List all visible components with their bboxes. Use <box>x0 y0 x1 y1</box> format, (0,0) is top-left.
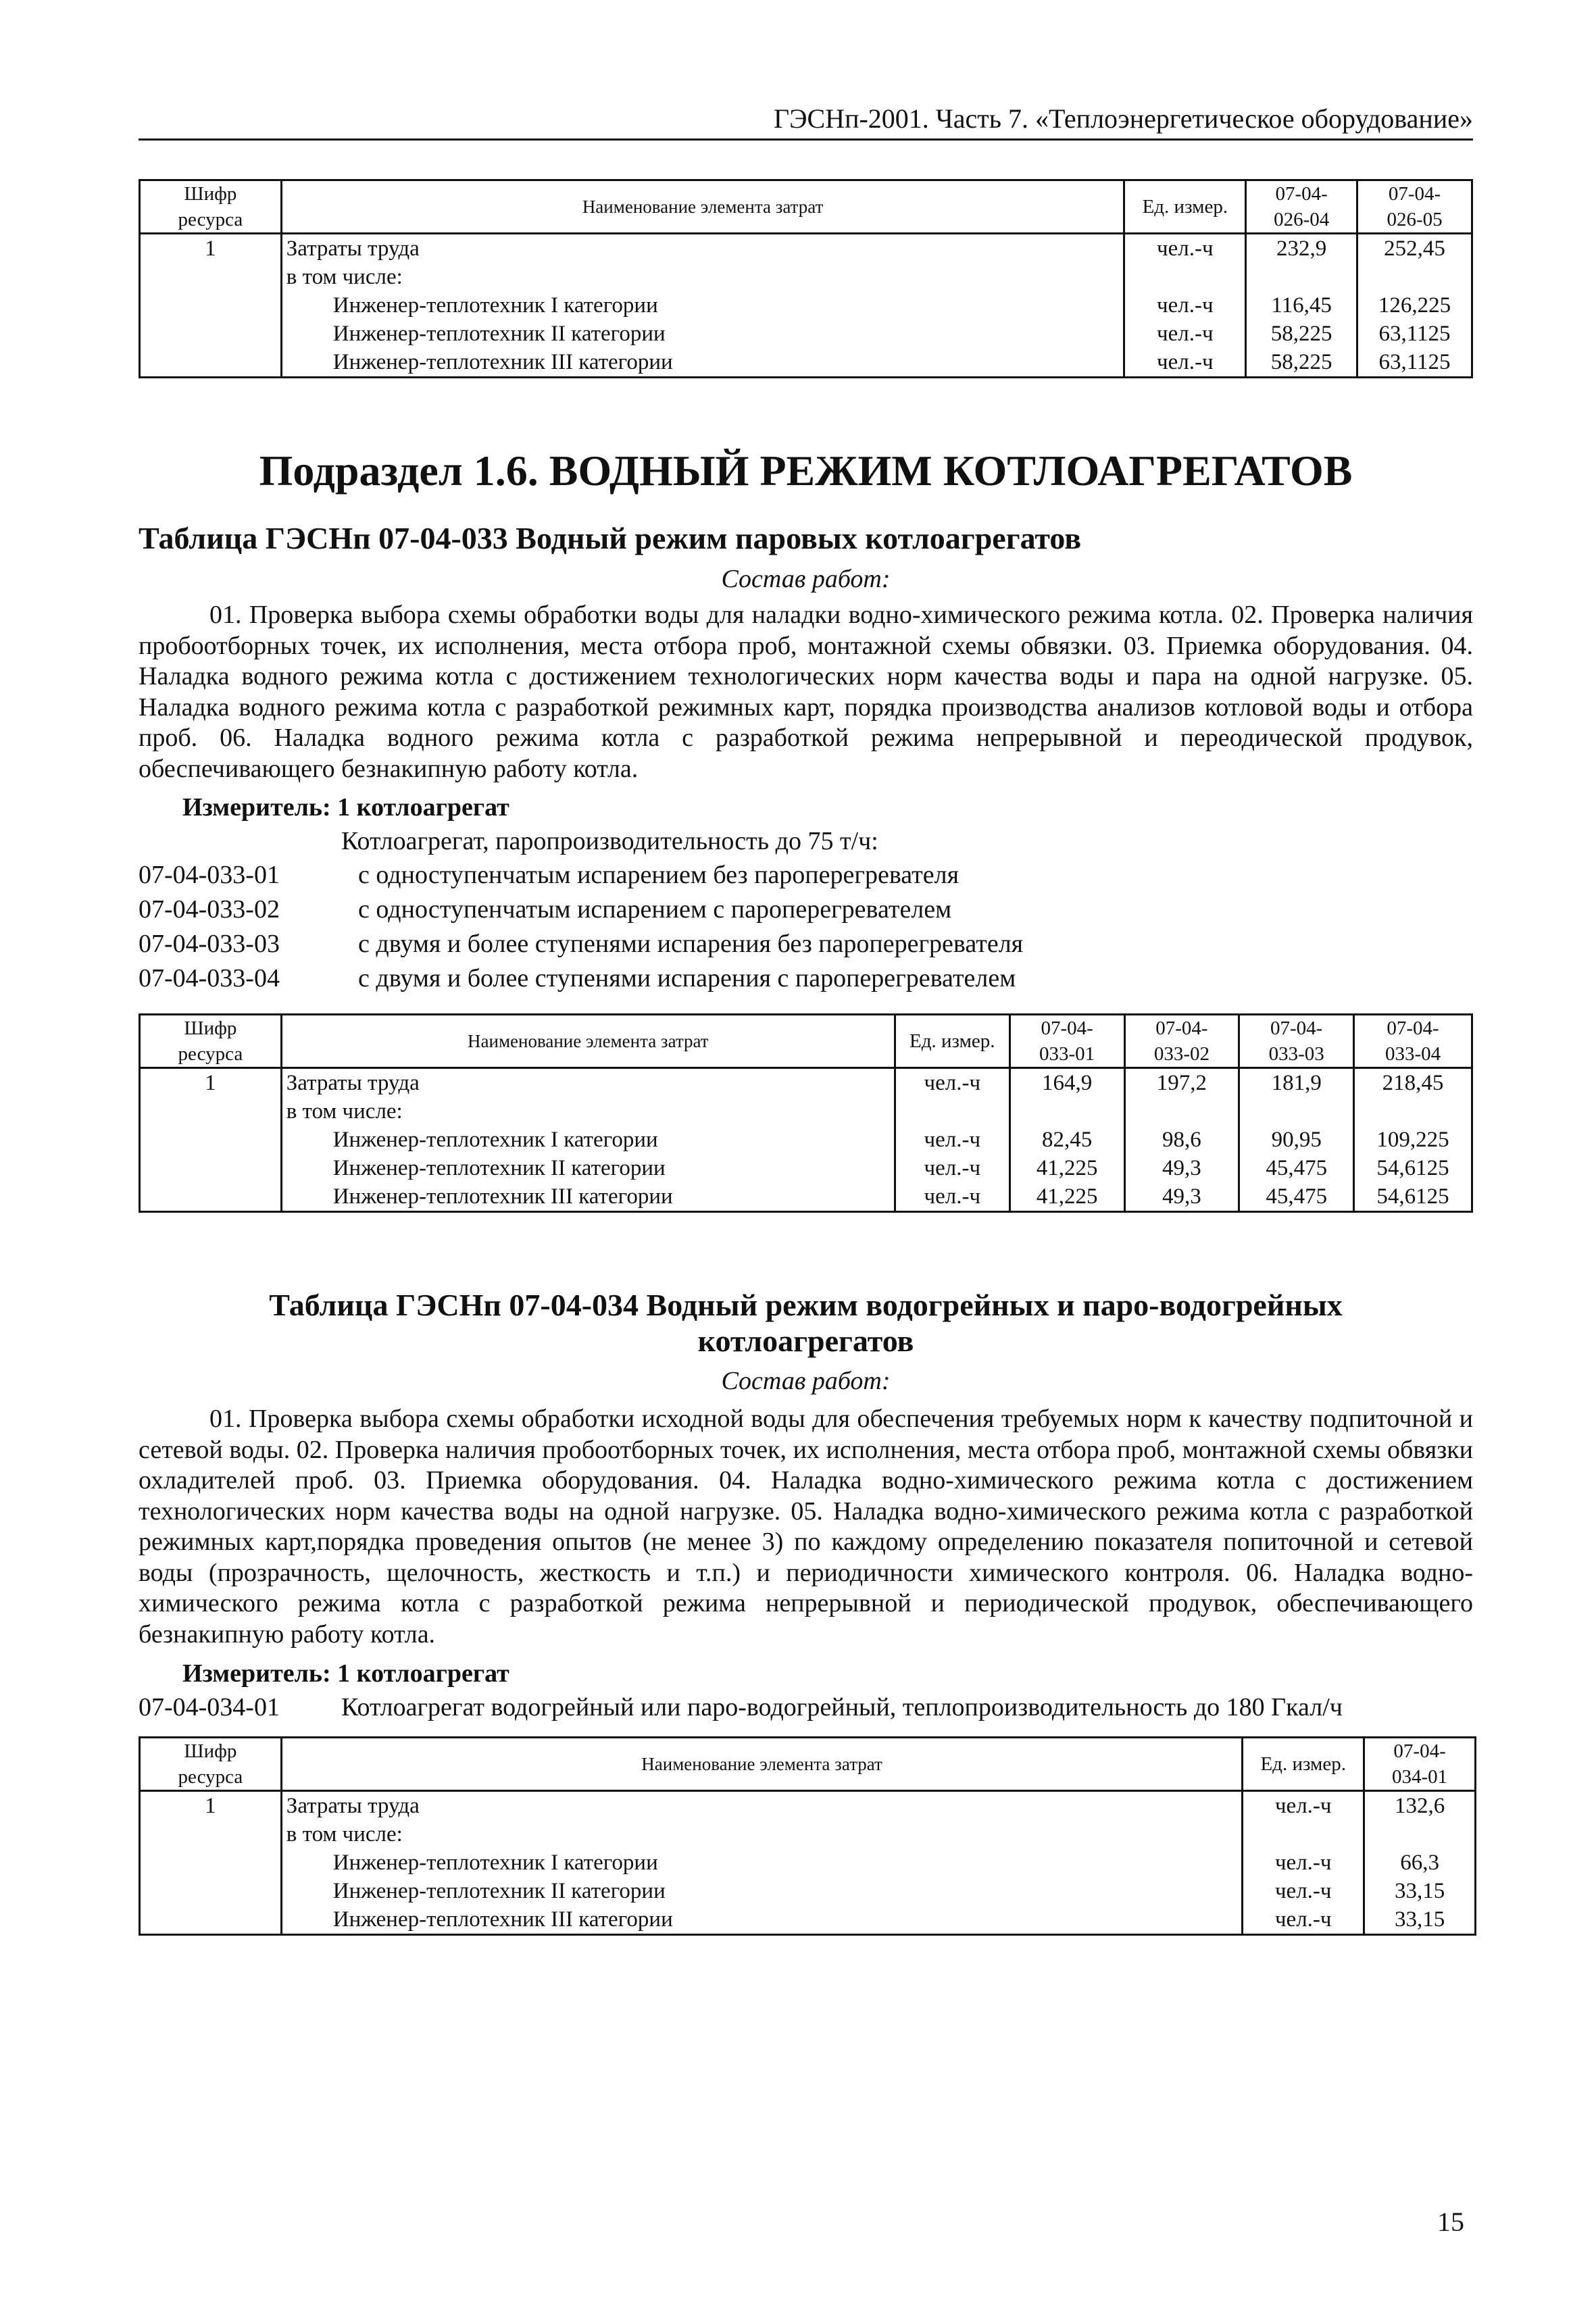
value-cell: 109,225 <box>1354 1126 1472 1154</box>
value-cell <box>1357 263 1472 291</box>
value-cell: 98,6 <box>1124 1126 1239 1154</box>
cost-table-07-04-026 <box>139 179 1473 378</box>
unit-cell: чел.-ч <box>895 1068 1009 1098</box>
name-cell: Инженер-теплотехник III категории <box>281 348 1124 378</box>
unit-cell: чел.-ч <box>1124 348 1246 378</box>
name-cell: Затраты труда <box>281 234 1124 263</box>
unit-cell: чел.-ч <box>1243 1791 1364 1821</box>
value-cell: 90,95 <box>1239 1126 1354 1154</box>
unit-cell: чел.-ч <box>895 1126 1009 1154</box>
value-cell: 218,45 <box>1354 1068 1472 1098</box>
work-composition-label: Состав работ: <box>721 565 891 593</box>
value-cell: 49,3 <box>1124 1182 1239 1212</box>
page-number: 15 <box>1437 2207 1464 2237</box>
norm-item <box>139 1692 1343 1722</box>
norm-code-header: 07-04- 026-05 <box>1357 180 1472 234</box>
value-cell: 33,15 <box>1364 1905 1476 1935</box>
table-title-07-04-034: Таблица ГЭСНп 07-04-034 Водный режим водогрейных и паро-водогрейных котлоагрегатов <box>269 1288 1343 1358</box>
table-row <box>140 1905 1476 1935</box>
unit-header: Ед. измер. <box>895 1015 1009 1068</box>
table-row <box>140 1791 1476 1821</box>
unit-cell: чел.-ч <box>1124 234 1246 263</box>
cipher-header: Шифр ресурса <box>140 1015 282 1068</box>
value-cell: 49,3 <box>1124 1154 1239 1182</box>
table-row <box>140 320 1472 348</box>
name-cell: Инженер-теплотехник II категории <box>281 320 1124 348</box>
name-cell: Инженер-теплотехник I категории <box>281 291 1124 320</box>
unit-cell: чел.-ч <box>1243 1905 1364 1935</box>
work-composition-text: 01. Проверка выбора схемы обработки исходной воды для обеспечения требуемых норм к качеству подпиточной и сетевой воды. 02. Проверка наличия пробоотборных точек, их исполнения, места отбора проб, монтажной схемы обвязки охладителей проб. 03. Приемка оборудования. 04. Наладка водно-химического режима котла с достижением технологических норм качества воды на одной нагрузке. 05. Наладка водно-химического режима котла с разработкой режимных карт,порядка проведения опытов (не менее 3) по каждому определению показателя попиточной и сетевой воды (прозрачность, щелочность, жесткость и т.п.) и периодичности химического контроля. 06. Наладка водно-химического режима котла с разработкой режима непрерывной и периодической продувок, обеспечивающего безнакипную работу котла. <box>139 1405 1473 1649</box>
norm-code: 07-04-033-03 <box>139 930 280 958</box>
value-cell <box>1009 1097 1124 1126</box>
table-header <box>140 1738 1476 1791</box>
name-header: Наименование элемента затрат <box>281 1738 1243 1791</box>
value-cell: 252,45 <box>1357 234 1472 263</box>
cipher-cell <box>140 1848 282 1877</box>
value-cell: 164,9 <box>1009 1068 1124 1098</box>
norm-code-header: 07-04- 034-01 <box>1364 1738 1476 1791</box>
unit-cell <box>1243 1820 1364 1848</box>
norm-code: 07-04-034-01 <box>139 1693 280 1721</box>
norm-code-header: 07-04- 033-01 <box>1009 1015 1124 1068</box>
name-cell: Инженер-теплотехник III категории <box>281 1905 1243 1935</box>
table-row <box>140 1848 1476 1877</box>
norm-desc: Котлоагрегат водогрейный или паро-водогрейный, теплопроизводительность до 180 Гкал/ч <box>341 1693 1343 1721</box>
unit-cell: чел.-ч <box>1124 320 1246 348</box>
cost-table-07-04-034 <box>139 1736 1476 1936</box>
norm-code-header: 07-04- 026-04 <box>1246 180 1357 234</box>
group-heading: Котлоагрегат, паропроизводительность до 75 т/ч: <box>341 827 878 855</box>
unit-header: Ед. измер. <box>1124 180 1246 234</box>
cipher-cell: 1 <box>140 1068 282 1098</box>
norm-items-list <box>139 858 1023 996</box>
value-cell: 58,225 <box>1246 348 1357 378</box>
section-title: Подраздел 1.6. ВОДНЫЙ РЕЖИМ КОТЛОАГРЕГАТОВ <box>259 447 1353 495</box>
value-cell: 33,15 <box>1364 1877 1476 1905</box>
value-cell: 82,45 <box>1009 1126 1124 1154</box>
unit-header: Ед. измер. <box>1243 1738 1364 1791</box>
cipher-cell <box>140 263 282 291</box>
value-cell <box>1246 263 1357 291</box>
cipher-cell <box>140 1905 282 1935</box>
name-cell: Инженер-теплотехник I категории <box>281 1126 895 1154</box>
name-cell: Инженер-теплотехник II категории <box>281 1154 895 1182</box>
name-header: Наименование элемента затрат <box>281 1015 895 1068</box>
norm-item <box>139 961 1023 996</box>
value-cell: 41,225 <box>1009 1154 1124 1182</box>
cipher-cell <box>140 1820 282 1848</box>
value-cell: 63,1125 <box>1357 320 1472 348</box>
value-cell: 232,9 <box>1246 234 1357 263</box>
work-composition-text: 01. Проверка выбора схемы обработки воды для наладки водно-химического режима котла. 02. Проверка наличия пробоотборных точек, их исполнения, места отбора проб, монтажной схемы обвязки. 03. Приемка оборудования. 04. Наладка водного режима котла с достижением технологических норм качества воды и пара на одной нагрузке. 05. Наладка водного режима котла с разработкой режимных карт, порядка производства анализов котловой воды и отбора проб. 06. Наладка водного режима котла с разработкой режима непрерывной и переодической продувок, обеспечивающего безнакипную работу котла. <box>139 601 1473 783</box>
unit-cell: чел.-ч <box>895 1182 1009 1212</box>
cost-table-07-04-033 <box>139 1013 1473 1213</box>
norm-code: 07-04-033-01 <box>139 861 280 889</box>
cipher-cell <box>140 348 282 378</box>
norm-item <box>139 892 1023 927</box>
cipher-cell: 1 <box>140 234 282 263</box>
cipher-cell <box>140 320 282 348</box>
table-row <box>140 1154 1472 1182</box>
name-cell: в том числе: <box>281 1820 1243 1848</box>
table-row <box>140 1877 1476 1905</box>
name-cell: Затраты труда <box>281 1068 895 1098</box>
table-header <box>140 1015 1472 1068</box>
value-cell: 197,2 <box>1124 1068 1239 1098</box>
norm-code-header: 07-04- 033-03 <box>1239 1015 1354 1068</box>
name-cell: в том числе: <box>281 263 1124 291</box>
value-cell: 181,9 <box>1239 1068 1354 1098</box>
unit-cell <box>1124 263 1246 291</box>
norm-desc: с одноступенчатым испарением с пароперегревателем <box>358 895 952 924</box>
unit-cell: чел.-ч <box>1243 1848 1364 1877</box>
name-header: Наименование элемента затрат <box>281 180 1124 234</box>
norm-item <box>139 858 1023 892</box>
table-row <box>140 234 1472 263</box>
norm-code: 07-04-033-02 <box>139 895 280 924</box>
norm-item <box>139 927 1023 961</box>
page-header: ГЭСНп-2001. Часть 7. «Теплоэнергетическое оборудование» <box>139 103 1473 141</box>
value-cell: 58,225 <box>1246 320 1357 348</box>
cipher-cell <box>140 1877 282 1905</box>
norm-code-header: 07-04- 033-04 <box>1354 1015 1472 1068</box>
value-cell: 66,3 <box>1364 1848 1476 1877</box>
value-cell: 54,6125 <box>1354 1182 1472 1212</box>
cipher-cell <box>140 1182 282 1212</box>
value-cell <box>1364 1820 1476 1848</box>
unit-cell: чел.-ч <box>1243 1877 1364 1905</box>
name-cell: Инженер-теплотехник I категории <box>281 1848 1243 1877</box>
norm-code: 07-04-033-04 <box>139 964 280 992</box>
cipher-header: Шифр ресурса <box>140 1738 282 1791</box>
name-cell: в том числе: <box>281 1097 895 1126</box>
unit-cell <box>895 1097 1009 1126</box>
table-title-07-04-033: Таблица ГЭСНп 07-04-033 Водный режим паровых котлоагрегатов <box>139 521 1082 555</box>
name-cell: Инженер-теплотехник III категории <box>281 1182 895 1212</box>
cipher-cell <box>140 1097 282 1126</box>
cipher-header: Шифр ресурса <box>140 180 282 234</box>
value-cell: 41,225 <box>1009 1182 1124 1212</box>
table-row <box>140 263 1472 291</box>
work-composition-label: Состав работ: <box>721 1367 891 1395</box>
value-cell: 132,6 <box>1364 1791 1476 1821</box>
table-row <box>140 1126 1472 1154</box>
norm-desc: с двумя и более ступенями испарения без пароперегревателя <box>358 930 1024 958</box>
norm-desc: с двумя и более ступенями испарения с пароперегревателем <box>358 964 1016 992</box>
value-cell: 116,45 <box>1246 291 1357 320</box>
value-cell <box>1124 1097 1239 1126</box>
table-row <box>140 291 1472 320</box>
value-cell: 63,1125 <box>1357 348 1472 378</box>
cipher-cell <box>140 1126 282 1154</box>
value-cell: 54,6125 <box>1354 1154 1472 1182</box>
cipher-cell <box>140 1154 282 1182</box>
table-row <box>140 1820 1476 1848</box>
value-cell: 45,475 <box>1239 1182 1354 1212</box>
value-cell: 126,225 <box>1357 291 1472 320</box>
cipher-cell <box>140 291 282 320</box>
table-row <box>140 348 1472 378</box>
measure-unit: Измеритель: 1 котлоагрегат <box>182 1659 509 1688</box>
value-cell <box>1239 1097 1354 1126</box>
unit-cell: чел.-ч <box>895 1154 1009 1182</box>
table-row <box>140 1182 1472 1212</box>
value-cell <box>1354 1097 1472 1126</box>
name-cell: Инженер-теплотехник II категории <box>281 1877 1243 1905</box>
norm-desc: с одноступенчатым испарением без пароперегревателя <box>358 861 959 889</box>
table-row <box>140 1097 1472 1126</box>
name-cell: Затраты труда <box>281 1791 1243 1821</box>
norm-code-header: 07-04- 033-02 <box>1124 1015 1239 1068</box>
table-header <box>140 180 1472 234</box>
unit-cell: чел.-ч <box>1124 291 1246 320</box>
table-row <box>140 1068 1472 1098</box>
cipher-cell: 1 <box>140 1791 282 1821</box>
value-cell: 45,475 <box>1239 1154 1354 1182</box>
measure-unit: Измеритель: 1 котлоагрегат <box>182 793 509 822</box>
